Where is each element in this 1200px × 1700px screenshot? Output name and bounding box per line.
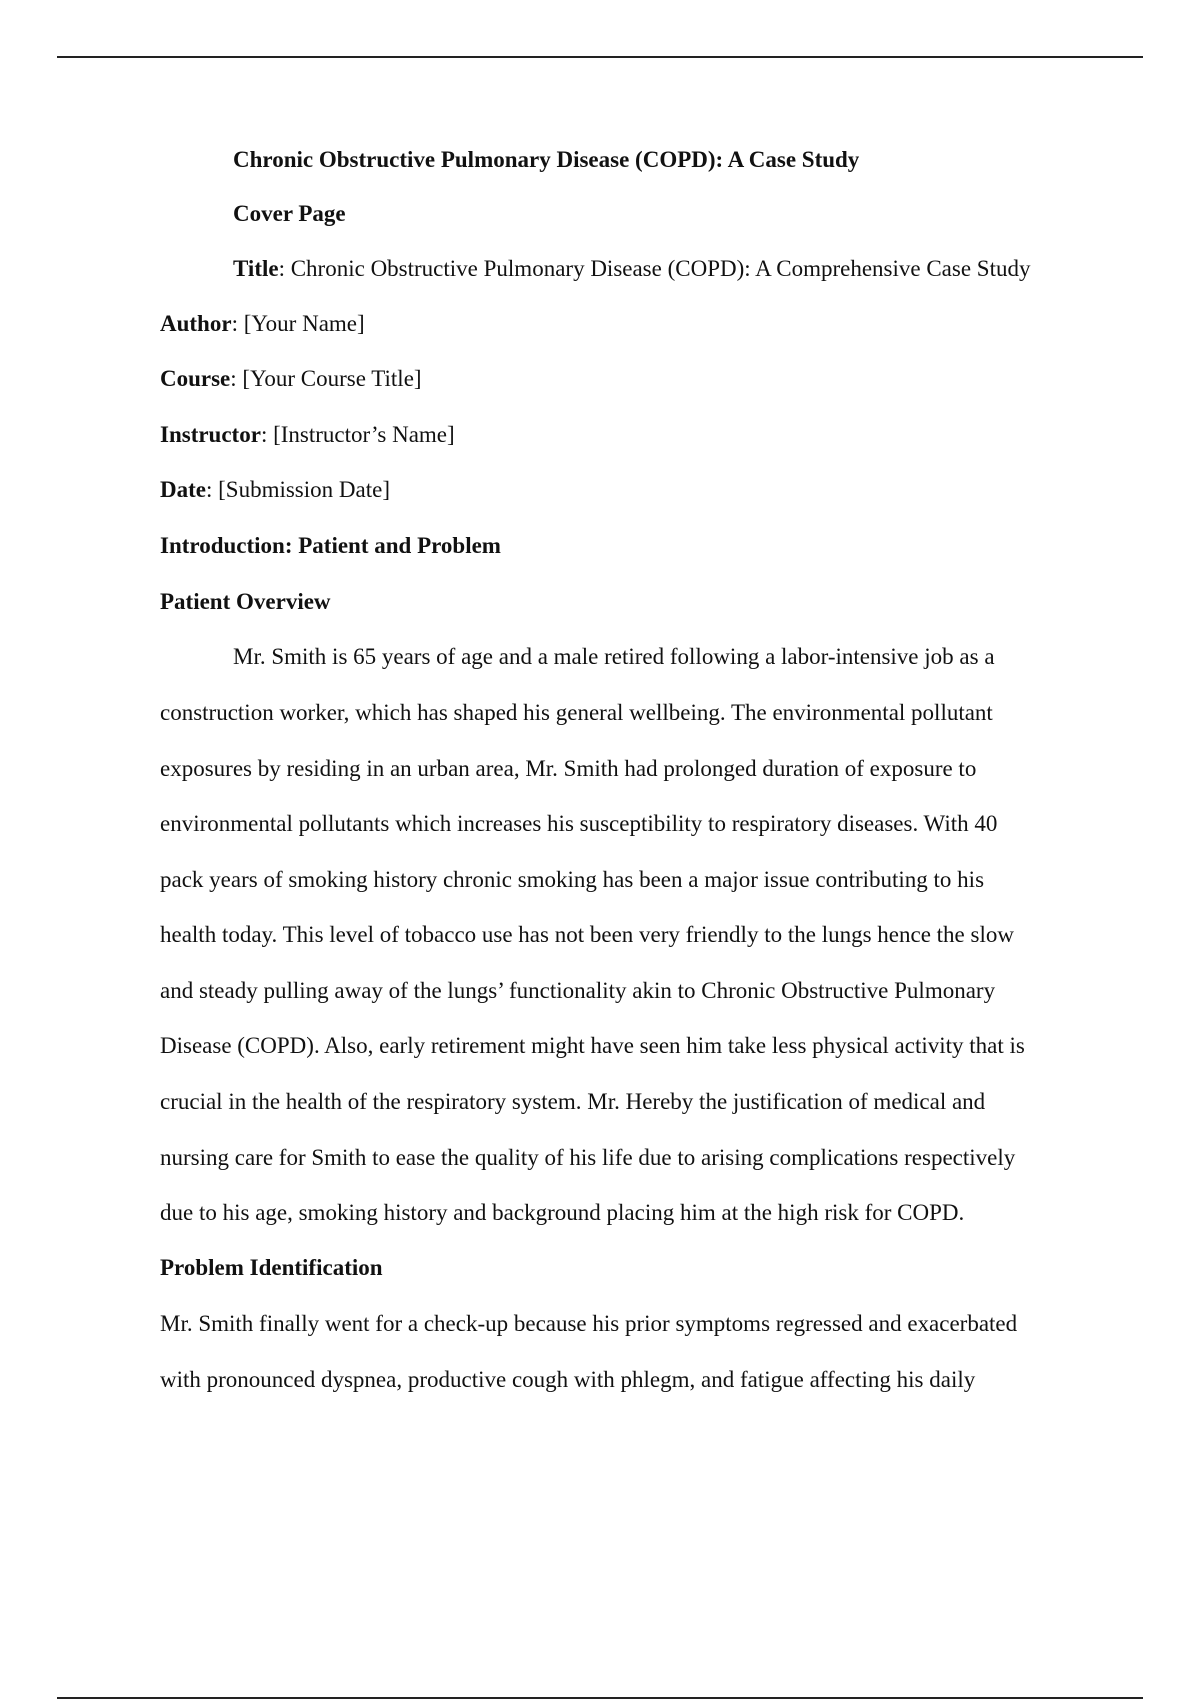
date-field-value: : [Submission Date] xyxy=(205,477,390,502)
header-rule xyxy=(57,56,1143,58)
overview-line: nursing care for Smith to ease the quality of his life due to arising complications respectively xyxy=(160,1145,1016,1170)
document-title: Chronic Obstructive Pulmonary Disease (COPD): A Case Study xyxy=(233,147,860,172)
title-field-label: Title xyxy=(233,256,279,281)
overview-line: environmental pollutants which increases his susceptibility to respiratory diseases. With 40 xyxy=(160,811,998,836)
overview-line: Disease (COPD). Also, early retirement might have seen him take less physical activity that is xyxy=(160,1033,1025,1058)
overview-line: pack years of smoking history chronic smoking has been a major issue contributing to his xyxy=(160,867,985,892)
overview-line: construction worker, which has shaped his general wellbeing. The environmental pollutant xyxy=(160,700,993,725)
problem-line: with pronounced dyspnea, productive cough with phlegm, and fatigue affecting his daily xyxy=(160,1367,976,1392)
problem-line: Mr. Smith finally went for a check-up because his prior symptoms regressed and exacerbated xyxy=(160,1311,1018,1336)
problem-identification-heading: Problem Identification xyxy=(160,1255,383,1280)
footer-rule xyxy=(57,1697,1143,1699)
title-field-value: : Chronic Obstructive Pulmonary Disease (COPD): A Comprehensive Case Study xyxy=(278,256,1031,281)
cover-page-heading: Cover Page xyxy=(233,201,346,226)
overview-line: health today. This level of tobacco use has not been very friendly to the lungs hence the slow xyxy=(160,922,1014,947)
instructor-field-label: Instructor xyxy=(160,422,261,447)
author-field-label: Author xyxy=(160,311,232,336)
overview-line: exposures by residing in an urban area, Mr. Smith had prolonged duration of exposure to xyxy=(160,756,977,781)
instructor-field xyxy=(160,420,455,450)
introduction-heading: Introduction: Patient and Problem xyxy=(160,533,501,558)
date-field-label: Date xyxy=(160,477,206,502)
date-field xyxy=(160,475,390,505)
overview-line: and steady pulling away of the lungs’ functionality akin to Chronic Obstructive Pulmonary xyxy=(160,978,996,1003)
overview-line: Mr. Smith is 65 years of age and a male retired following a labor-intensive job as a xyxy=(233,644,995,669)
instructor-field-value: : [Instructor’s Name] xyxy=(260,422,455,447)
author-field xyxy=(160,309,365,339)
course-field-label: Course xyxy=(160,366,231,391)
patient-overview-heading: Patient Overview xyxy=(160,589,331,614)
title-field xyxy=(233,254,1030,284)
overview-line: due to his age, smoking history and background placing him at the high risk for COPD. xyxy=(160,1200,965,1225)
course-field xyxy=(160,364,422,394)
author-field-value: : [Your Name] xyxy=(231,311,365,336)
course-field-value: : [Your Course Title] xyxy=(230,366,422,391)
overview-line: crucial in the health of the respiratory system. Mr. Hereby the justification of medical and xyxy=(160,1089,986,1114)
